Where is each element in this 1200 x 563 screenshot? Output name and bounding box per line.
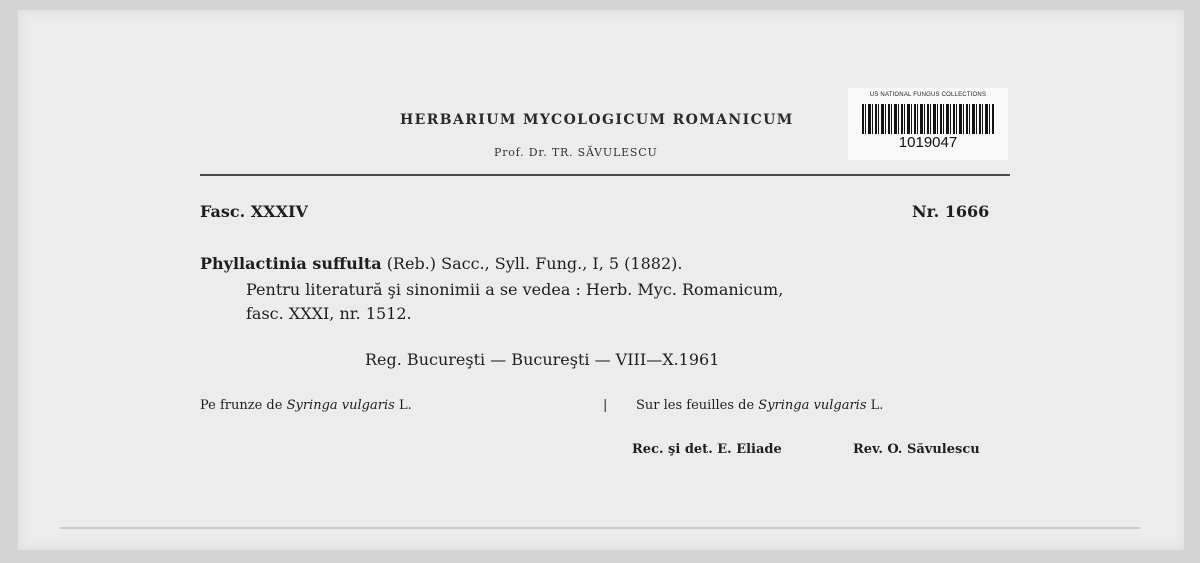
host-ro-suffix: L. bbox=[398, 398, 412, 413]
host-fr-prefix: Sur les feuilles de bbox=[636, 398, 755, 413]
collector-credit: Rec. şi det. E. Eliade bbox=[632, 442, 782, 457]
barcode-number: 1019047 bbox=[898, 134, 958, 151]
barcode-caption: US NATIONAL FUNGUS COLLECTIONS bbox=[869, 92, 987, 98]
host-french bbox=[636, 398, 883, 413]
barcode-icon bbox=[862, 104, 994, 134]
host-romanian bbox=[200, 398, 412, 413]
herbarium-title: HERBARIUM MYCOLOGICUM ROMANICUM bbox=[400, 112, 794, 128]
species-authority: (Reb.) Sacc., Syll. Fung., I, 5 (1882). bbox=[386, 254, 683, 273]
host-fr-species: Syringa vulgaris bbox=[758, 398, 867, 413]
species-line bbox=[200, 254, 682, 273]
host-ro-prefix: Pe frunze de bbox=[200, 398, 283, 413]
fascicle-label: Fasc. XXXIV bbox=[200, 202, 308, 221]
literature-line-1: Pentru literatură şi sinonimii a se vedea : Herb. Myc. Romanicum, bbox=[246, 280, 784, 299]
barcode-sticker bbox=[848, 88, 1008, 160]
host-separator: | bbox=[603, 398, 608, 413]
specimen-number: Nr. 1666 bbox=[912, 202, 990, 221]
host-ro-species: Syringa vulgaris bbox=[286, 398, 395, 413]
paper-edge bbox=[60, 527, 1140, 529]
literature-line-2: fasc. XXXI, nr. 1512. bbox=[246, 304, 412, 323]
header-divider bbox=[200, 174, 1010, 176]
species-name: Phyllactinia suffulta bbox=[200, 254, 382, 273]
locality-date: Reg. Bucureşti — Bucureşti — VIII—X.1961 bbox=[365, 350, 720, 369]
reviser-credit: Rev. O. Săvulescu bbox=[853, 442, 980, 457]
host-fr-suffix: L. bbox=[870, 398, 884, 413]
herbarium-director: Prof. Dr. TR. SĂVULESCU bbox=[494, 146, 658, 159]
